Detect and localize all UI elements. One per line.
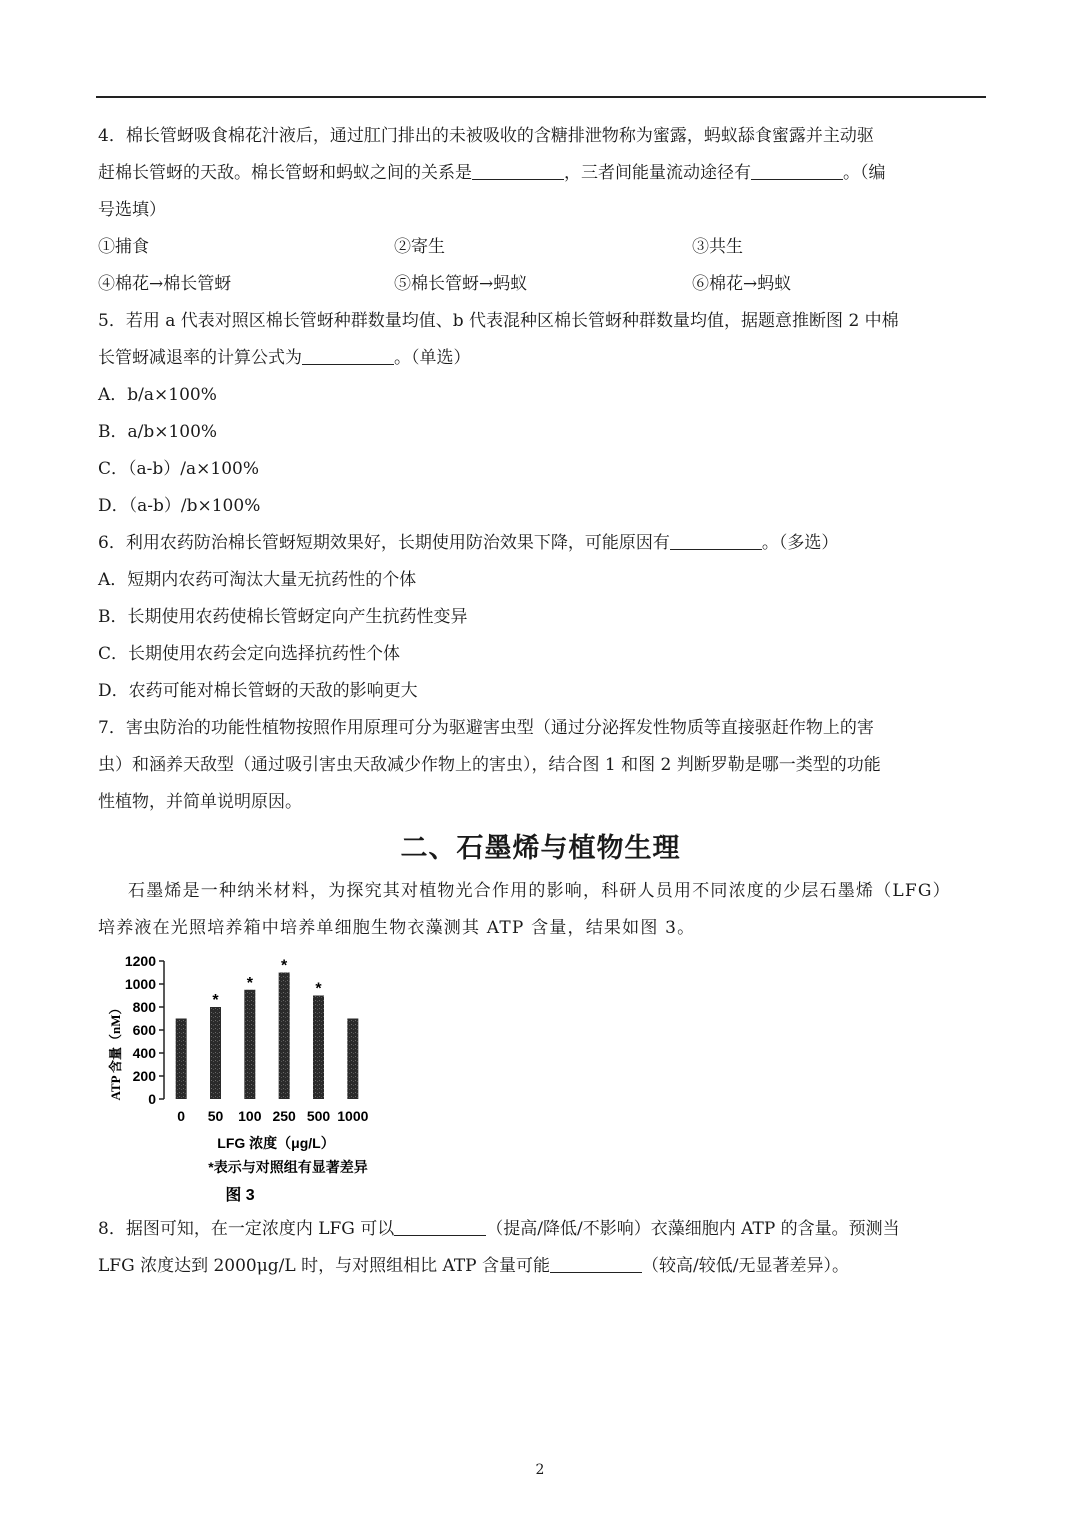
header-rule bbox=[96, 96, 986, 98]
q6-blank[interactable] bbox=[670, 529, 762, 550]
q4-option-5: ⑤棉长管蚜→蚂蚁 bbox=[394, 274, 528, 294]
q4-option-2: ②寄生 bbox=[394, 237, 445, 257]
q5-blank[interactable] bbox=[302, 344, 394, 365]
q5-text-b: 。（单选） bbox=[394, 348, 471, 368]
q6-option-c: C．长期使用农药会定向选择抗药性个体 bbox=[98, 644, 401, 664]
q6-option-a: A．短期内农药可淘汰大量无抗药性的个体 bbox=[98, 570, 417, 590]
q4-blank-2[interactable] bbox=[751, 159, 843, 180]
chart-bar bbox=[176, 1019, 187, 1100]
chart-x-tick-label: 100 bbox=[238, 1108, 262, 1124]
chart-y-tick-label: 400 bbox=[132, 1045, 156, 1061]
q5-option-d: D．（a-b）/b×100% bbox=[98, 496, 261, 516]
q4-text-c: 。（编 bbox=[843, 163, 886, 183]
chart-significance-mark: * bbox=[315, 980, 322, 998]
q4-options-row-2 bbox=[98, 266, 983, 303]
chart-bar bbox=[210, 1007, 221, 1099]
q8-blank-2[interactable] bbox=[550, 1252, 642, 1273]
q5-option-c: C．（a-b）/a×100% bbox=[98, 459, 259, 479]
page-content bbox=[98, 118, 983, 1285]
chart-y-tick-label: 200 bbox=[132, 1068, 156, 1084]
page-number: 2 bbox=[535, 1462, 545, 1478]
chart-bar bbox=[244, 990, 255, 1099]
chart-x-tick-label: 500 bbox=[306, 1108, 331, 1124]
q4-line-2 bbox=[98, 155, 983, 192]
chart-bar bbox=[347, 1019, 358, 1100]
q8-line-2 bbox=[98, 1248, 983, 1285]
section-intro-2: 培养液在光照培养箱中培养单细胞生物衣藻测其 ATP 含量，结果如图 3。 bbox=[98, 918, 696, 938]
q4-line-3: 号选填） bbox=[98, 200, 166, 220]
q4-option-6: ⑥棉花→蚂蚁 bbox=[692, 274, 792, 294]
q7-line-3: 性植物，并简单说明原因。 bbox=[98, 792, 302, 812]
q4-text-b: ，三者间能量流动途径有 bbox=[564, 163, 751, 183]
chart-note: *表示与对照组有显著差异 bbox=[208, 1159, 368, 1175]
chart-y-tick-label: 1200 bbox=[124, 953, 156, 969]
q6-text-b: 。（多选） bbox=[761, 533, 839, 553]
q5-text-a: 长管蚜减退率的计算公式为 bbox=[98, 348, 302, 368]
chart-bars bbox=[176, 958, 369, 1125]
chart-axes bbox=[125, 953, 164, 1107]
chart-caption: 图 3 bbox=[225, 1187, 255, 1204]
chart-x-tick-label: 250 bbox=[272, 1108, 296, 1124]
q8-text-c: LFG 浓度达到 2000μg/L 时，与对照组相比 ATP 含量可能 bbox=[98, 1256, 551, 1276]
q5-option-a: A．b/a×100% bbox=[98, 385, 217, 405]
q6-option-d: D．农药可能对棉长管蚜的天敌的影响更大 bbox=[98, 681, 418, 701]
section-intro-1: 石墨烯是一种纳米材料，为探究其对植物光合作用的影响，科研人员用不同浓度的少层石墨烯（LFG） bbox=[128, 881, 951, 901]
chart-significance-mark: * bbox=[246, 974, 253, 992]
q4-option-1: ①捕食 bbox=[98, 237, 149, 257]
chart-y-tick-label: 800 bbox=[132, 999, 156, 1015]
q7-line-2: 虫）和涵养天敌型（通过吸引害虫天敌减少作物上的害虫），结合图 1 和图 2 判断罗勒是哪一类型的功能 bbox=[98, 755, 881, 775]
chart-bar bbox=[279, 973, 290, 1100]
q6-text-a: 6．利用农药防治棉长管蚜短期效果好，长期使用防治效果下降，可能原因有 bbox=[98, 533, 670, 553]
q8-text-d: （较高/较低/无显著差异）。 bbox=[642, 1256, 849, 1276]
chart-significance-mark: * bbox=[212, 992, 219, 1009]
chart-significance-mark: * bbox=[281, 957, 288, 975]
q8-blank-1[interactable] bbox=[394, 1215, 486, 1236]
chart-y-tick-label: 600 bbox=[132, 1022, 156, 1038]
q8-line-1 bbox=[98, 1211, 983, 1248]
q4-blank-1[interactable] bbox=[472, 159, 564, 180]
atp-chart-svg bbox=[98, 951, 398, 1211]
q4-option-4: ④棉花→棉长管蚜 bbox=[98, 274, 232, 294]
chart-y-tick-label: 1000 bbox=[124, 976, 156, 992]
q4-text-a: 赶棉长管蚜的天敌。棉长管蚜和蚂蚁之间的关系是 bbox=[98, 163, 472, 183]
chart-y-axis-label: ATP 含量（nM） bbox=[108, 1001, 123, 1101]
section-title: 二、石墨烯与植物生理 bbox=[400, 833, 681, 864]
q7-line-1: 7．害虫防治的功能性植物按照作用原理可分为驱避害虫型（通过分泌挥发性物质等直接驱赶作物上的害 bbox=[98, 718, 874, 738]
q6-option-b: B．长期使用农药使棉长管蚜定向产生抗药性变异 bbox=[98, 607, 468, 627]
chart-y-tick-label: 0 bbox=[148, 1091, 156, 1107]
chart-bar bbox=[313, 996, 324, 1100]
q6-line-1 bbox=[98, 525, 983, 562]
q5-line-1: 5．若用 a 代表对照区棉长管蚜种群数量均值、b 代表混种区棉长管蚜种群数量均值，据题意推断图 2 中棉 bbox=[98, 311, 899, 331]
q8-text-a: 8．据图可知，在一定浓度内 LFG 可以 bbox=[98, 1219, 395, 1239]
q8-text-b: （提高/降低/不影响）衣藻细胞内 ATP 的含量。预测当 bbox=[486, 1219, 900, 1239]
chart-x-tick-label: 0 bbox=[177, 1108, 186, 1124]
chart-x-axis-label: LFG 浓度（μg/L） bbox=[217, 1135, 335, 1151]
atp-chart bbox=[98, 951, 398, 1211]
chart-x-tick-label: 1000 bbox=[337, 1108, 369, 1124]
q4-line-1: 4．棉长管蚜吸食棉花汁液后，通过肛门排出的未被吸收的含糖排泄物称为蜜露，蚂蚁舔食蜜露并主动驱 bbox=[98, 126, 874, 146]
chart-x-tick-label: 50 bbox=[207, 1108, 224, 1124]
q5-line-2 bbox=[98, 340, 983, 377]
q4-options-row-1 bbox=[98, 229, 983, 266]
q4-option-3: ③共生 bbox=[692, 237, 743, 257]
q5-option-b: B．a/b×100% bbox=[98, 422, 218, 442]
